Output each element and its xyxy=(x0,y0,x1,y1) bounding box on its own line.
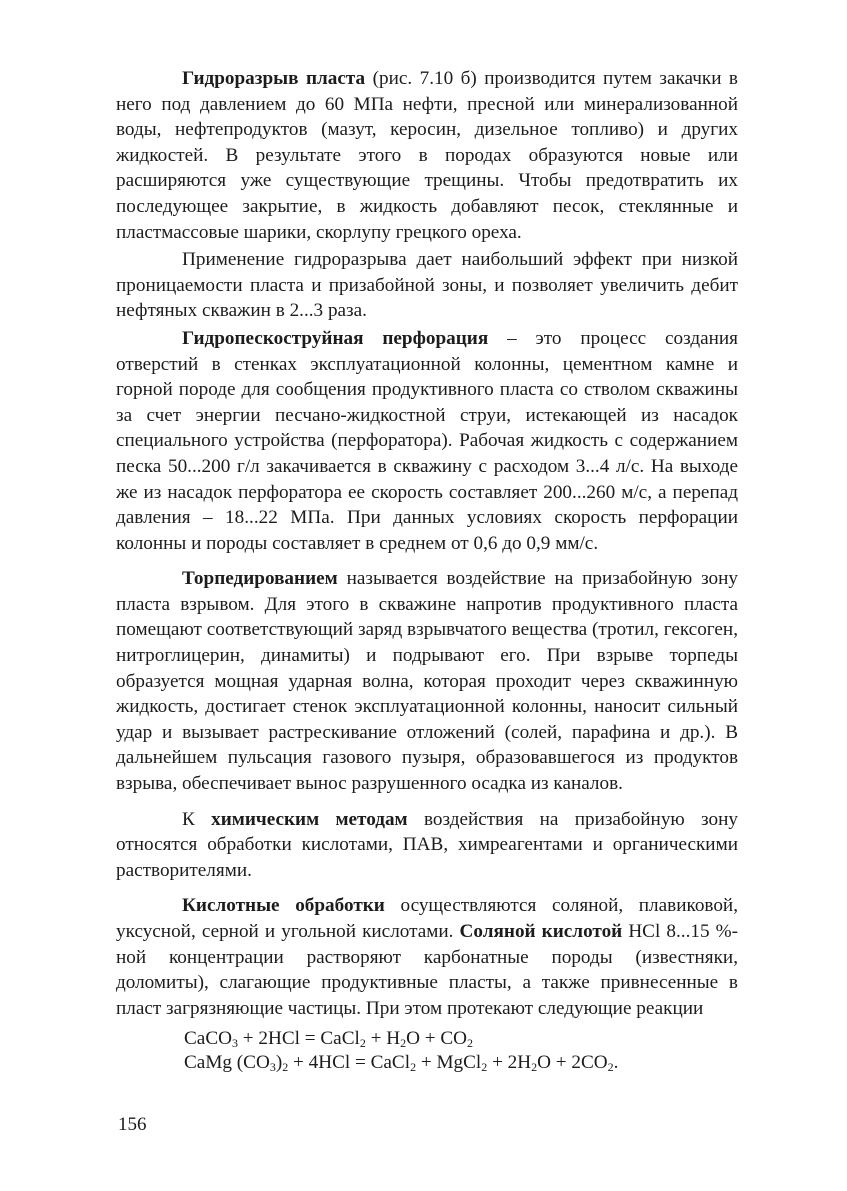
paragraph-acid-treatment xyxy=(116,893,738,1021)
term-acid-treatment: Кислотные обработки xyxy=(182,895,385,917)
paragraph-lead: К xyxy=(182,808,212,830)
paragraph-text: Применение гидроразрыва дает наибольший эффект при низкой проницаемости пласта и призабойной зоны, и позволяет увеличить дебит нефтяных скважин в 2...3 раза. xyxy=(116,249,738,322)
term-hydraulic-fracturing: Гидроразрыв пласта xyxy=(182,68,366,89)
paragraph-text: осуществляются соляной, плавиковой, уксусной, серной и угольной кислотами. xyxy=(116,895,738,942)
paragraph-sandblast-perforation xyxy=(116,326,738,556)
term-hydrochloric-acid: Соляной кислотой xyxy=(459,921,623,942)
term-torpedoing: Торпедированием xyxy=(182,568,338,590)
paragraph-text: (рис. 7.10 б) производится путем закачки в него под давлением до 60 МПа нефти, пресной или минерализованной воды, нефтепродуктов (мазут, керосин, дизельное топливо) и других жидкостей. В результате этого в породах образуются новые или расширяются уже существующие трещины. Чтобы предотвратить их последующее закрытие, в жидкость добавляют песок, стеклянные и пластмассовые шарики, скорлупу грецкого ореха. xyxy=(116,68,738,243)
formula-dolomite-reaction: CaMg $(CO_3)_2 + 4HCl$ = CaCl$_2$ + MgCl$_2$ + $2H_2O + 2CO_2$. xyxy=(184,1052,619,1075)
paragraph-text: называется воздействие на призабойную зону пласта взрывом. Для этого в скважине напротив продуктивного пласта помещают соответствующий заряд взрывчатого вещества (тротил, гексоген, нитроглицерин, динамиты) и подрывают его. При взрыве торпеды образуется мощная ударная волна, которая проходит через скважинную жидкость, достигает стенок эксплуатационной колонны, наносит сильный удар и вызывает растрескивание отложений (солей, парафина и др.). В дальнейшем пульсация газового пузыря, образовавшегося из продуктов взрыва, обеспечивает вынос разрушенного осадка из каналов. xyxy=(116,568,738,795)
term-chemical-methods: химическим методам xyxy=(211,808,408,830)
page-number: 156 xyxy=(118,1114,147,1135)
term-sandblast-perforation: Гидропескоструйная перфорация xyxy=(182,327,489,349)
paragraph-torpedoing xyxy=(116,566,738,796)
reaction-formulas xyxy=(116,1027,738,1075)
paragraph-fracturing-effect xyxy=(116,247,738,324)
paragraph-hydraulic-fracturing xyxy=(116,66,738,245)
paragraph-text: HCl 8...15 %-ной концентрации растворяют карбонатные породы (известняки, доломиты), слагающие продуктивные пласты, а также привнесенные в пласт загрязняющие частицы. При этом протекают следующие реакции xyxy=(116,921,738,1019)
formula-calcite-reaction: CaCO$_3$ + 2HCl = CaCl$_2$ + $H_2O + CO_2$ xyxy=(184,1028,474,1051)
paragraph-text: воздействия на призабойную зону относятся обработки кислотами, ПАВ, химреагентами и органическими растворителями. xyxy=(116,808,738,881)
paragraph-text: – это процесс создания отверстий в стенках эксплуатационной колонны, цементном камне и горной породе для сообщения продуктивного пласта со стволом скважины за счет энергии песчано-жидкостной струи, истекающей из насадок специального устройства (перфоратора). Рабочая жидкость с содержанием песка 50...200 г/л закачивается в скважину с расходом 3...4 л/с. На выходе же из насадок перфоратора ее скорость составляет 200...260 м/с, а перепад давления – 18...22 МПа. При данных условиях скорость перфорации колонны и породы составляет в среднем от 0,6 до 0,9 мм/с. xyxy=(116,327,738,554)
paragraph-chemical-methods xyxy=(116,807,738,884)
text-block xyxy=(116,66,738,1075)
